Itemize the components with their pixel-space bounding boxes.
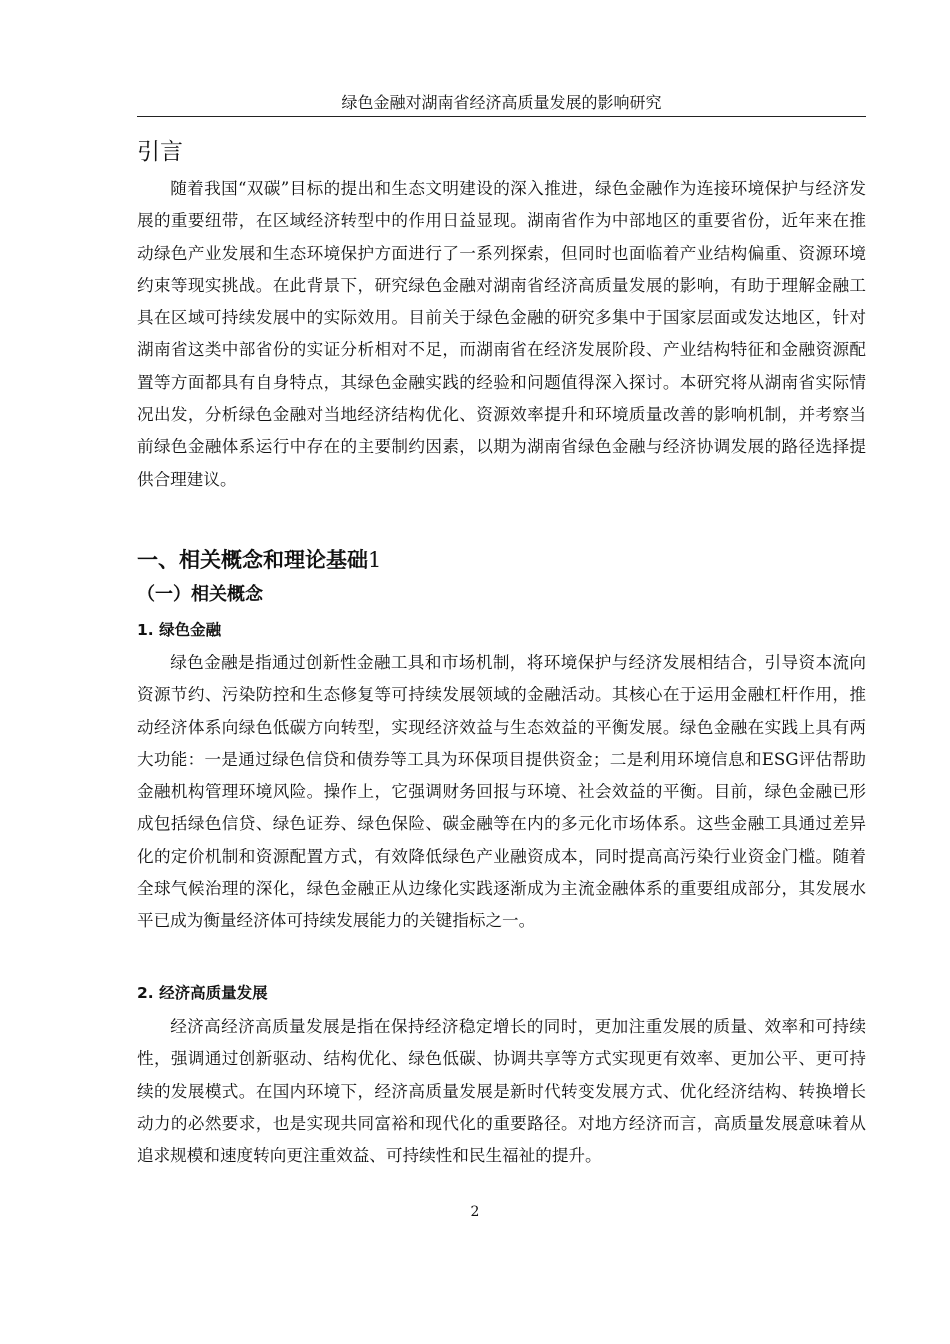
section1-heading-text: 一、相关概念和理论基础 [137, 548, 368, 572]
running-title: 绿色金融对湖南省经济高质量发展的影响研究 [341, 93, 662, 112]
section1-heading [137, 544, 381, 576]
page-number: 2 [470, 1204, 480, 1220]
item1-heading: 1. 绿色金融 [137, 621, 222, 639]
page-header [137, 92, 866, 117]
item2-heading: 2. 经济高质量发展 [137, 984, 268, 1002]
item1-paragraph: 绿色金融是指通过创新性金融工具和市场机制，将环境保护与经济发展相结合，引导资本流向资源节约、污染防控和生态修复等可持续发展领域的金融活动。其核心在于运用金融杠杆作用，推动经济体系向绿色低碳方向转型，实现经济效益与生态效益的平衡发展。绿色金融在实践上具有两大功能：一是通过绿色信贷和债券等工具为环保项目提供资金；二是利用环境信息和ESG评估帮助金融机构管理环境风险。操作上，它强调财务回报与环境、社会效益的平衡。目前，绿色金融已形成包括绿色信贷、绿色证券、绿色保险、碳金融等在内的多元化市场体系。这些金融工具通过差异化的定价机制和资源配置方式，有效降低绿色产业融资成本，同时提高高污染行业资金门槛。随着全球气候治理的深化，绿色金融正从边缘化实践逐渐成为主流金融体系的重要组成部分，其发展水平已成为衡量经济体可持续发展能力的关键指标之一。 [137, 653, 866, 931]
intro-paragraph: 随着我国“双碳”目标的提出和生态文明建设的深入推进，绿色金融作为连接环境保护与经济发展的重要纽带，在区域经济转型中的作用日益显现。湖南省作为中部地区的重要省份，近年来在推动绿色产业发展和生态环境保护方面进行了一系列探索，但同时也面临着产业结构偏重、资源环境约束等现实挑战。在此背景下，研究绿色金融对湖南省经济高质量发展的影响，有助于理解金融工具在区域可持续发展中的实际效用。目前关于绿色金融的研究多集中于国家层面或发达地区，针对湖南省这类中部省份的实证分析相对不足，而湖南省在经济发展阶段、产业结构特征和金融资源配置等方面都具有自身特点，其绿色金融实践的经验和问题值得深入探讨。本研究将从湖南省实际情况出发，分析绿色金融对当地经济结构优化、资源效率提升和环境质量改善的影响机制，并考察当前绿色金融体系运行中存在的主要制约因素，以期为湖南省绿色金融与经济协调发展的路径选择提供合理建议。 [137, 179, 866, 489]
item2-paragraph: 经济高经济高质量发展是指在保持经济稳定增长的同时，更加注重发展的质量、效率和可持续性，强调通过创新驱动、结构优化、绿色低碳、协调共享等方式实现更有效率、更加公平、更可持续的发展模式。在国内环境下，经济高质量发展是新时代转变发展方式、优化经济结构、转换增长动力的必然要求，也是实现共同富裕和现代化的重要路径。对地方经济而言，高质量发展意味着从追求规模和速度转向更注重效益、可持续性和民生福祉的提升。 [137, 1017, 866, 1166]
intro-heading: 引言 [137, 139, 183, 165]
subsection1-heading: （一）相关概念 [137, 584, 263, 605]
section1-heading-suffix: 1 [368, 548, 382, 572]
